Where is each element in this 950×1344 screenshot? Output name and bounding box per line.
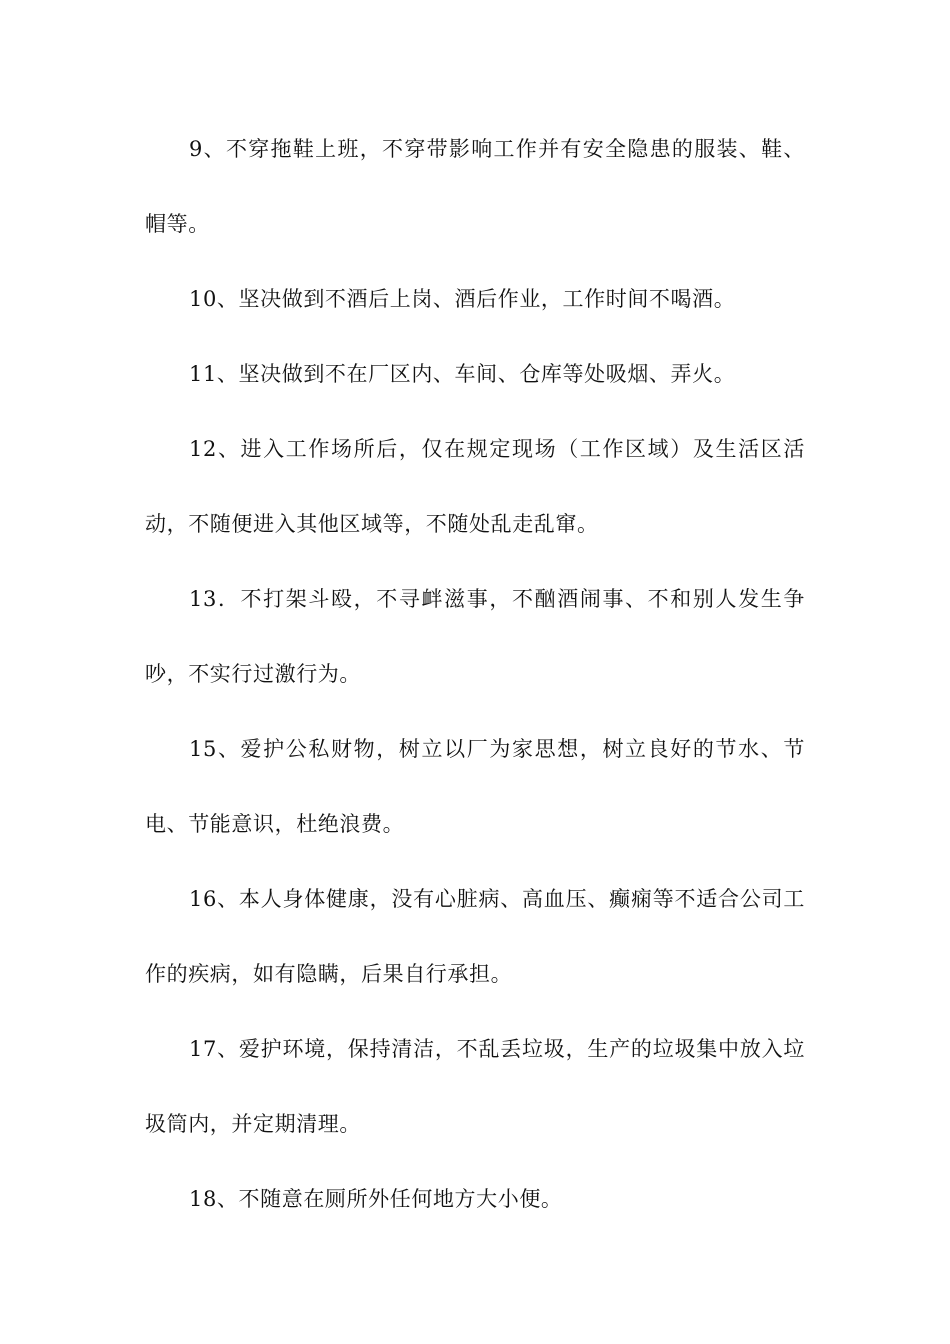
paragraph-item-11: 11、坚决做到不在厂区内、车间、仓库等处吸烟、弄火。 bbox=[189, 362, 736, 386]
paragraph-item-17: 17、爱护环境，保持清洁，不乱丢垃圾，生产的垃圾集中放入垃圾筒内，并定期清理。 bbox=[145, 1037, 805, 1136]
paragraph-item-12: 12、进入工作场所后，仅在规定现场（工作区域）及生活区活动，不随便进入其他区域等，不随处乱走乱窜。 bbox=[145, 437, 805, 536]
paragraph-item-16: 16、本人身体健康，没有心脏病、高血压、癫痫等不适合公司工作的疾病，如有隐瞒，后果自行承担。 bbox=[145, 887, 805, 986]
paragraph-item-9: 9、不穿拖鞋上班，不穿带影响工作并有安全隐患的服装、鞋、帽等。 bbox=[145, 137, 805, 236]
paragraph-item-13: 13．不打架斗殴，不寻衅滋事，不酗酒闹事、不和别人发生争吵，不实行过激行为。 bbox=[145, 587, 805, 686]
paragraph-item-18: 18、不随意在厕所外任何地方大小便。 bbox=[189, 1187, 563, 1211]
paragraph-item-15: 15、爱护公私财物，树立以厂为家思想，树立良好的节水、节电、节能意识，杜绝浪费。 bbox=[145, 737, 805, 836]
document-body bbox=[145, 112, 805, 1237]
paragraph-item-10: 10、坚决做到不酒后上岗、酒后作业，工作时间不喝酒。 bbox=[189, 287, 736, 311]
